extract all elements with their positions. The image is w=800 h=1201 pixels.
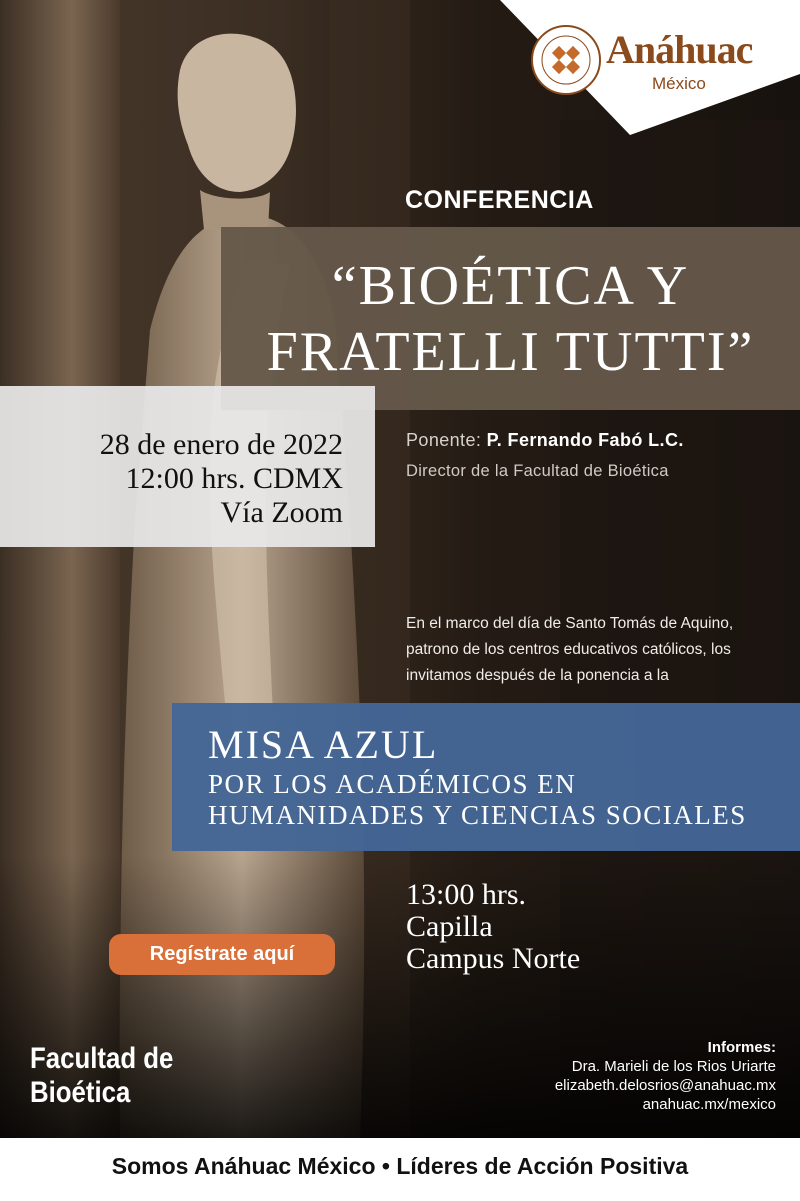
speaker-line: [406, 430, 684, 451]
intro-line: invitamos después de la ponencia a la: [406, 667, 669, 684]
mass-campus: Campus Norte: [406, 942, 581, 975]
intro-paragraph: [406, 611, 798, 689]
event-title: [221, 253, 800, 385]
event-kicker: CONFERENCIA: [405, 186, 594, 214]
brand-subtitle: México: [652, 74, 706, 93]
footer-slogan: Somos Anáhuac México • Líderes de Acción Positiva: [111, 1153, 689, 1179]
university-seal-icon: [530, 24, 602, 96]
event-title-line1: “BIOÉTICA Y: [331, 255, 690, 317]
contact-name: Dra. Marieli de los Rios Uriarte: [571, 1058, 776, 1075]
mass-subtitle-line1: POR LOS ACADÉMICOS EN: [208, 769, 577, 799]
brand-name: Anáhuac: [606, 27, 753, 72]
title-band: [221, 227, 800, 410]
mass-band: [172, 703, 800, 851]
footer-bar: [0, 1138, 800, 1201]
contact-email[interactable]: elizabeth.delosrios@anahuac.mx: [554, 1077, 776, 1094]
event-time: 12:00 hrs. CDMX: [125, 462, 343, 495]
mass-subtitle-line2: HUMANIDADES Y CIENCIAS SOCIALES: [208, 800, 747, 830]
contact-block: [555, 1038, 776, 1114]
mass-subtitle: [208, 769, 747, 831]
intro-line: En el marco del día de Santo Tomás de Aquino,: [406, 615, 734, 632]
mass-title: MISA AZUL: [208, 722, 439, 767]
register-button[interactable]: Regístrate aquí: [109, 934, 335, 975]
event-venue: Vía Zoom: [220, 496, 343, 529]
speaker-role: Director de la Facultad de Bioética: [406, 462, 669, 480]
contact-website[interactable]: anahuac.mx/mexico: [642, 1096, 776, 1113]
schedule-band: [0, 386, 375, 547]
faculty-name-line1: Facultad de: [30, 1042, 174, 1075]
contact-label: Informes:: [707, 1039, 776, 1056]
faculty-name: [30, 1042, 173, 1110]
mass-place: Capilla: [406, 910, 493, 943]
intro-line: patrono de los centros educativos católicos, los: [406, 641, 731, 658]
event-title-line2: FRATELLI TUTTI”: [266, 321, 755, 383]
speaker-label: Ponente:: [406, 430, 482, 450]
event-date: 28 de enero de 2022: [99, 428, 343, 461]
faculty-name-line2: Bioética: [30, 1076, 131, 1109]
mass-time: 13:00 hrs.: [406, 878, 526, 911]
speaker-name: P. Fernando Fabó L.C.: [486, 430, 684, 450]
